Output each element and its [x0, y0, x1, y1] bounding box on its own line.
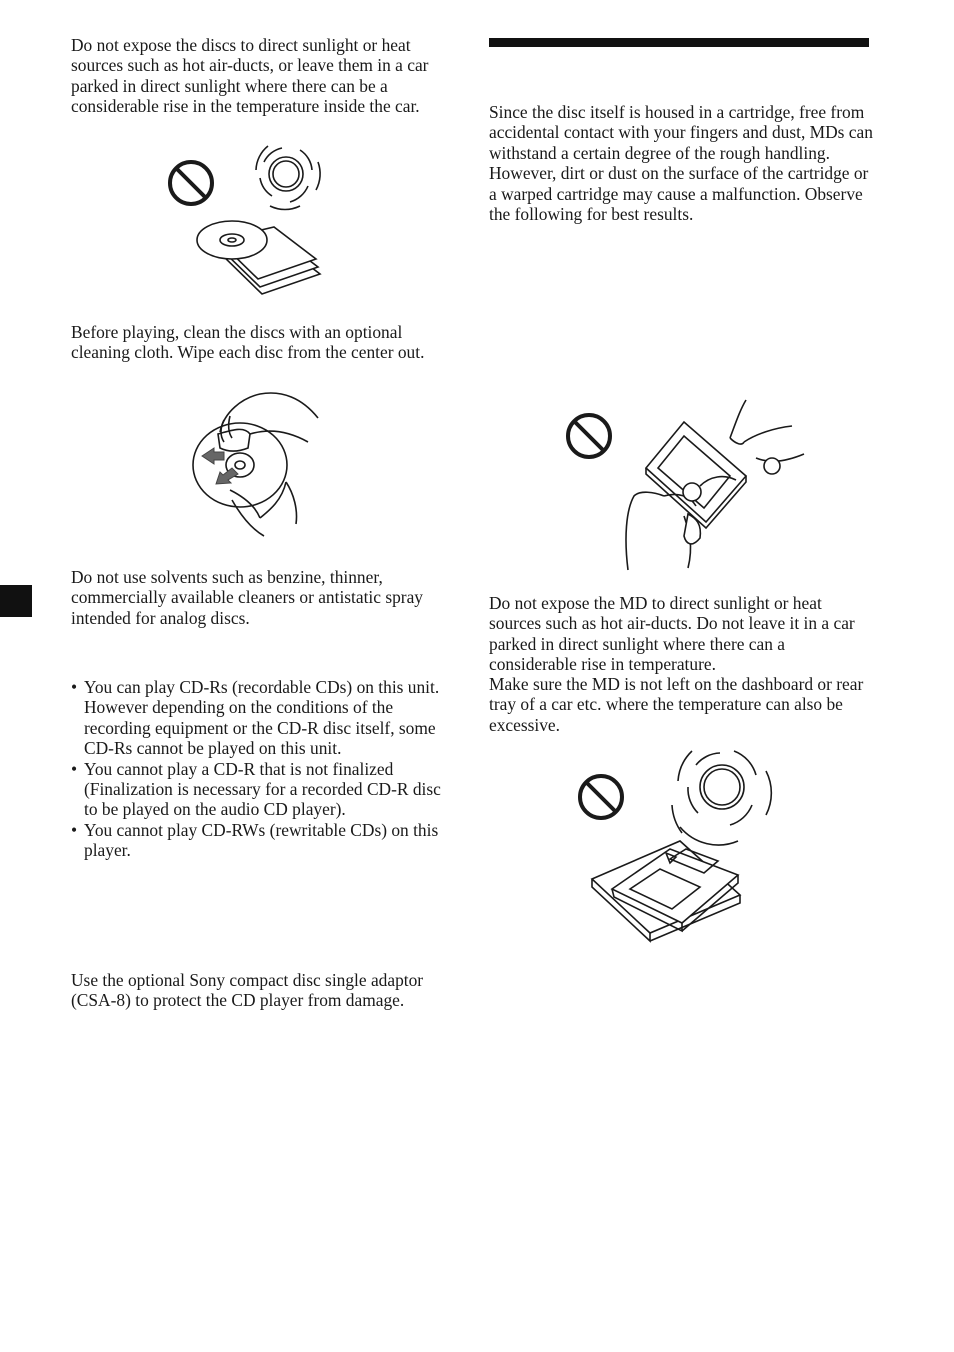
prohibition-icon	[580, 776, 622, 818]
cd-wiping-illustration	[190, 390, 330, 540]
single-adaptor-note: Use the optional Sony compact disc single adaptor (CSA-8) to protect the CD player from damage.	[71, 970, 424, 1011]
prohibition-icon	[170, 162, 212, 204]
cd-r-notes-list	[71, 677, 455, 861]
cd-sunlight-warning: Do not expose the discs to direct sunlight or heat sources such as hot air-ducts, or leave them in a car parked in direct sunlight where there can be a considerable rise in the temperature inside the car.	[71, 35, 429, 117]
page-edge-tab	[0, 585, 32, 617]
md-handling-intro: Since the disc itself is housed in a cartridge, free from accidental contact with your fingers and dust, MDs can withstand a certain degree of the rough handling. However, dirt or dust on the surface of the cartridge or a warped cartridge may cause a malfunction. Observe the following for best results.	[489, 102, 873, 225]
md-touch-illustration	[560, 398, 810, 573]
cd-case-drawing	[197, 221, 320, 294]
md-disc-drawing	[612, 849, 738, 931]
list-item: • You cannot play CD-RWs (rewritable CDs) on this player.	[71, 819, 439, 861]
list-item: • You can play CD-Rs (recordable CDs) on this unit. However depending on the conditions of the recording equipment or the CD-R disc itself, some CD-Rs cannot be played on this unit.	[71, 677, 440, 759]
sun-icon	[672, 751, 771, 845]
list-item: • You cannot play a CD-R that is not finalized (Finalization is necessary for a recorded CD-R disc to be played on the audio CD player).	[71, 758, 441, 820]
md-dashboard-warning: Make sure the MD is not left on the dashboard or rear tray of a car etc. where the temperature can also be excessive.	[489, 674, 864, 735]
md-heat-illustration	[570, 745, 790, 945]
section-header-bar	[489, 38, 869, 47]
md-sunlight-warning: Do not expose the MD to direct sunlight or heat sources such as hot air-ducts. Do not leave it in a car parked in direct sunlight where there can a considerable rise in temperature.	[489, 593, 855, 675]
bullet-marker: •	[71, 677, 78, 697]
bullet-marker: •	[71, 819, 78, 840]
solvents-warning: Do not use solvents such as benzine, thinner, commercially available cleaners or antistatic spray intended for analog discs.	[71, 567, 423, 628]
bullet-marker: •	[71, 758, 78, 779]
prohibition-icon	[568, 415, 610, 457]
cd-cleaning-instruction: Before playing, clean the discs with an optional cleaning cloth. Wipe each disc from the center out.	[71, 322, 425, 363]
cd-heat-illustration	[160, 140, 340, 300]
sun-icon	[256, 146, 320, 209]
